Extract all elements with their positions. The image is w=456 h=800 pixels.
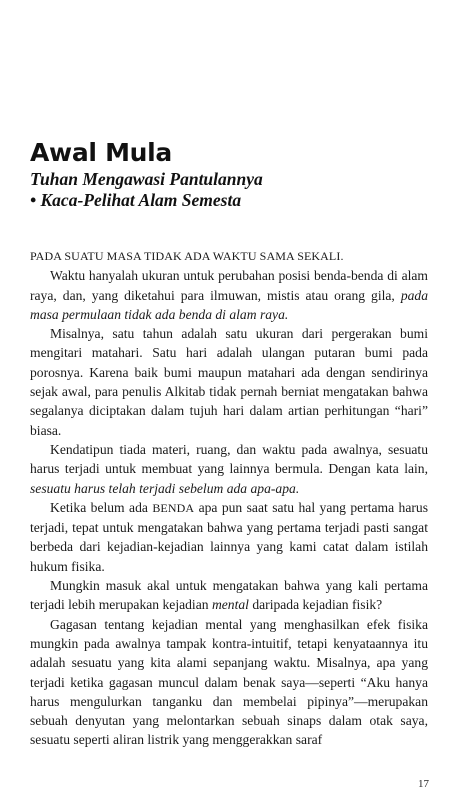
opening-line: PADA SUATU MASA TIDAK ADA WAKTU SAMA SEKALI. <box>30 249 344 263</box>
paragraph-5-text-b: apa pun saat satu hal yang pertama harus terjadi, tepat untuk mengatakan bahwa yang pertama terjadi pasti sangat berbeda dari kejadian-kejadian lainnya yang kami catat dalam istilah hukum fisika. <box>30 499 428 574</box>
body-text <box>30 246 428 750</box>
paragraph-6 <box>30 576 428 615</box>
paragraph-4-text: Kendatipun tiada materi, ruang, dan waktu pada awalnya, sesuatu harus terjadi untuk membuat yang lainnya bermula. Dengan kata lain, <box>30 441 428 477</box>
paragraph-6-text-b: daripada kejadian fisik? <box>248 597 383 613</box>
paragraph-5-smallcaps: BENDA <box>152 500 195 515</box>
paragraph-2-emphasis: pada masa permulaan tidak ada benda di alam raya. <box>30 287 428 322</box>
page-number: 17 <box>418 778 429 790</box>
paragraph-2-text: Waktu hanyalah ukuran untuk perubahan posisi benda-benda di alam raya, dan, yang diketahui para ilmuwan, mistis atau orang gila, <box>30 268 428 303</box>
paragraph-7: Gagasan tentang kejadian mental yang menghasilkan efek fisika mungkin pada awalnya tampak kontra-intuitif, tetapi kenyataannya itu adalah sesuatu yang kita alami sepanjang waktu. Misalnya, apa yang terjadi ketika gagasan muncul dalam benak saya—seperti “Aku hanya harus mengulurkan tanganku dan membelai pipinya”—merupakan sebuah denyutan yang melontarkan sebuah sinaps dalam otak saya, sesuatu seperti aliran listrik yang menggerakkan saraf <box>30 616 428 748</box>
paragraph-5-text-a: Ketika belum ada <box>50 499 153 515</box>
chapter-title: Awal Mula <box>30 138 173 167</box>
paragraph-5 <box>30 498 428 576</box>
paragraph-6-emphasis: mental <box>211 597 249 613</box>
paragraph-6-text-a: Mungkin masuk akal untuk mengatakan bahwa yang kali pertama terjadi lebih merupakan kejadian <box>30 578 428 613</box>
subtitle-line-1: Tuhan Mengawasi Pantulannya <box>30 169 263 189</box>
paragraph-4-emphasis: sesuatu harus telah terjadi sebelum ada apa-apa. <box>30 480 300 496</box>
chapter-subtitle <box>30 169 263 211</box>
subtitle-line-2: • Kaca-Pelihat Alam Semesta <box>30 190 242 210</box>
paragraph-1 <box>30 246 428 266</box>
paragraph-3: Misalnya, satu tahun adalah satu ukuran dari pergerakan bumi mengitari matahari. Satu hari adalah ulangan putaran bumi pada porosnya. Karena baik bumi maupun matahari ada dengan sendirinya sejak awal, para penulis Alkitab tidak pernah berniat mengatakan bahwa segalanya diciptakan dalam tujuh hari dalam artian perhitungan “hari” biasa. <box>30 326 428 438</box>
paragraph-2 <box>30 266 428 324</box>
paragraph-4 <box>30 440 428 498</box>
